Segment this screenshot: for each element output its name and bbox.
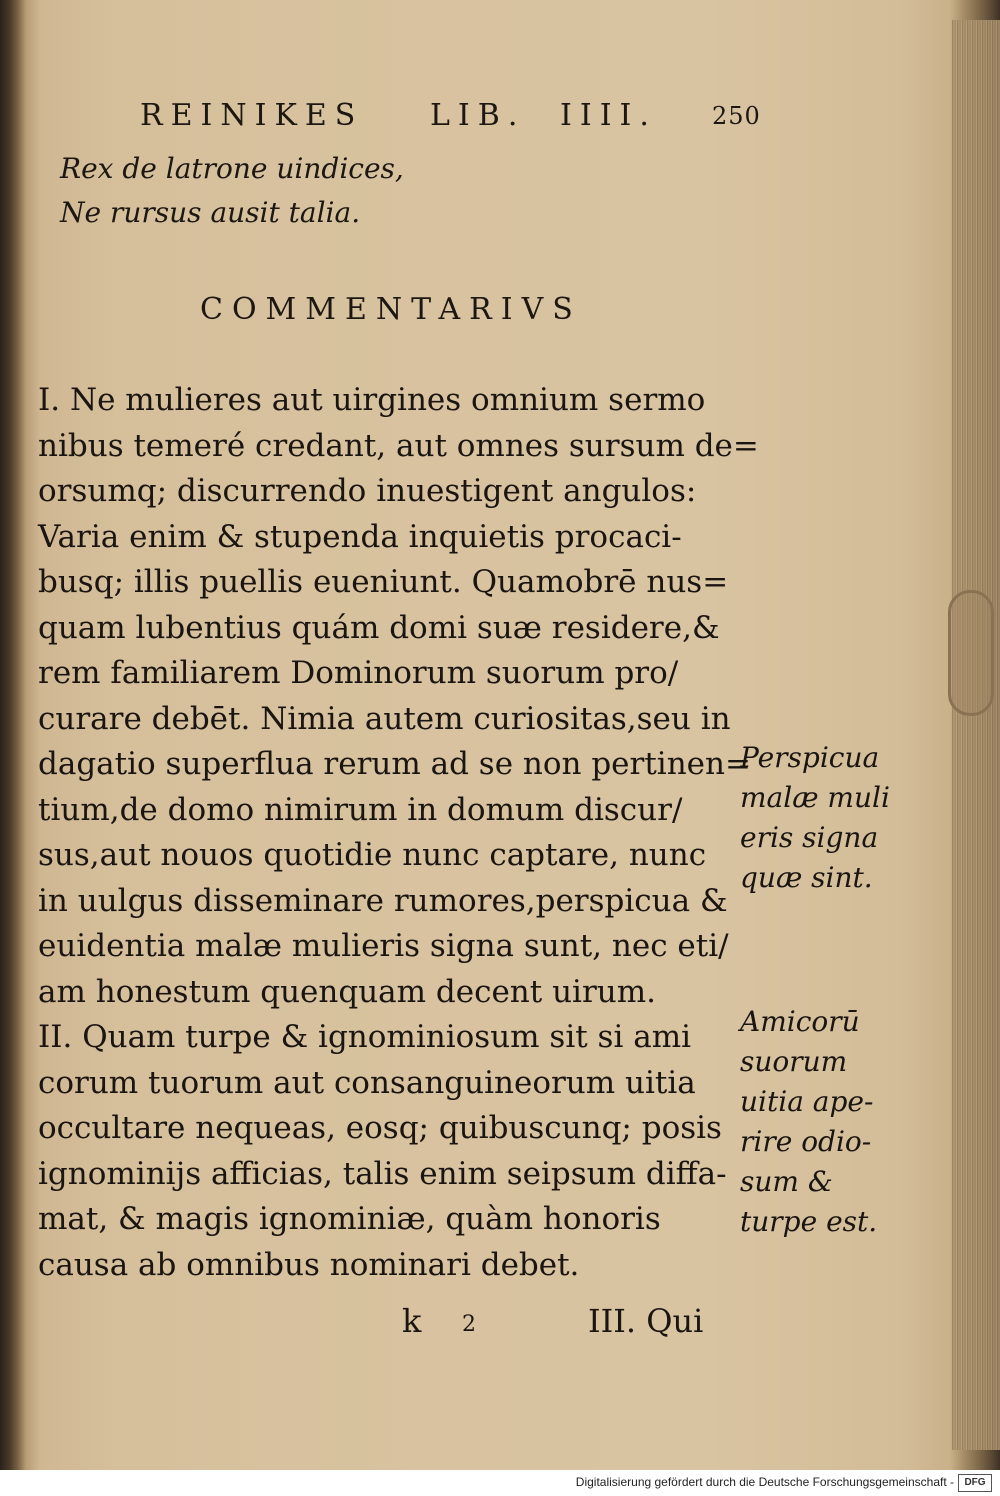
margin-note-line: Amicorū [740, 1005, 860, 1038]
margin-note-line: sum & [740, 1165, 833, 1198]
body-line: ignominijs afficias, talis enim seipsum diffa- [38, 1155, 727, 1192]
book-clasp [948, 590, 994, 716]
margin-note-line: suorum [740, 1045, 848, 1078]
body-line: euidentia malæ mulieris signa sunt, nec eti/ [38, 928, 729, 964]
body-line: dagatio superflua rerum ad se non pertinen= [38, 746, 751, 782]
signature-mark: k [402, 1302, 422, 1340]
header-title: REINIKES [140, 98, 364, 133]
body-line: quam lubentius quám domi suæ residere,& [38, 609, 720, 646]
body-line: busq; illis puellis eueniunt. Quamobrē nus= [38, 564, 729, 600]
folio-number: 250 [712, 102, 761, 130]
page-edges [952, 20, 1000, 1450]
margin-note-line: uitia ape- [740, 1085, 874, 1118]
body-line: mat, & magis ignominiæ, quàm honoris [38, 1201, 661, 1237]
footer-credit: Digitalisierung gefördert durch die Deutsche Forschungsgemeinschaft - [575, 1475, 954, 1489]
body-line: am honestum quenquam decent uirum. [38, 973, 657, 1010]
section-title: COMMENTARIVS [200, 292, 582, 327]
body-line: in uulgus disseminare rumores,perspicua & [38, 882, 728, 919]
body-line: nibus temeré credant, aut omnes sursum de= [38, 427, 759, 464]
margin-note-line: rire odio- [740, 1125, 872, 1158]
dfg-logo-icon: DFG [958, 1474, 992, 1492]
body-line: tium,de domo nimirum in domum discur/ [38, 791, 683, 828]
margin-note-line: eris signa [740, 821, 879, 854]
body-line: orsumq; discurrendo inuestigent angulos: [38, 473, 697, 509]
body-line: I. Ne mulieres aut uirgines omnium sermo [38, 382, 706, 418]
body-line: occultare nequeas, eosq; quibuscunq; posis [38, 1110, 722, 1146]
body-line: curare debēt. Nimia autem curiositas,seu in [38, 700, 731, 737]
margin-note-line: malæ muli [740, 781, 890, 814]
body-line: corum tuorum aut consanguineorum uitia [38, 1064, 696, 1101]
verse-line-2: Ne rursus ausit talia. [60, 196, 361, 229]
catchword: III. Qui [588, 1302, 704, 1340]
body-line: causa ab omnibus nominari debet. [38, 1246, 580, 1283]
header-book-number: IIII. [560, 98, 657, 133]
body-line: sus,aut nouos quotidie nunc captare, nunc [38, 837, 707, 873]
footer-bar [0, 1470, 1000, 1496]
commentary-body [38, 378, 758, 1288]
body-line: rem familiarem Dominorum suorum pro/ [38, 655, 679, 691]
margin-note-line: turpe est. [740, 1205, 878, 1238]
margin-note-line: quæ sint. [740, 861, 873, 894]
header-lib: LIB. [430, 98, 526, 133]
verse-line-1: Rex de latrone uindices, [60, 152, 404, 185]
margin-note-line: Perspicua [740, 741, 880, 774]
margin-note-2 [740, 1002, 877, 1242]
margin-note-1 [740, 738, 890, 898]
signature-number: 2 [462, 1312, 476, 1337]
body-line: II. Quam turpe & ignominiosum sit si ami [38, 1019, 692, 1055]
body-line: Varia enim & stupenda inquietis procaci- [38, 518, 682, 555]
